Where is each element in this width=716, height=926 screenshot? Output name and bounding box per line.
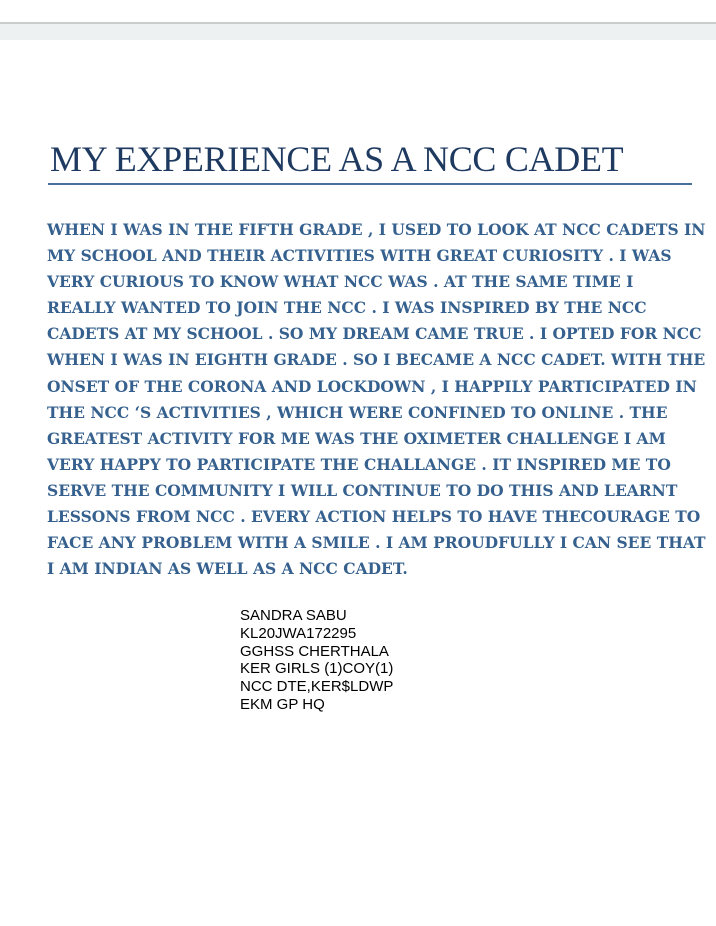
page-top-edge	[0, 22, 716, 40]
essay-line: WHEN I WAS IN EIGHTH GRADE . SO I BECAME A NCC CADET. WITH THE	[47, 350, 706, 370]
essay-line: GREATEST ACTIVITY FOR ME WAS THE OXIMETER CHALLENGE I AM	[47, 428, 666, 448]
essay-line: CADETS AT MY SCHOOL . SO MY DREAM CAME TRUE . I OPTED FOR NCC	[47, 324, 702, 344]
essay-line: ONSET OF THE CORONA AND LOCKDOWN , I HAPPILY PARTICIPATED IN	[47, 376, 697, 396]
signature-cadet-number: KL20JWA172295	[240, 624, 357, 642]
signature-block	[240, 607, 393, 714]
essay-line: I AM INDIAN AS WELL AS A NCC CADET.	[47, 559, 408, 579]
essay-line: LESSONS FROM NCC . EVERY ACTION HELPS TO HAVE THECOURAGE TO	[47, 507, 701, 527]
signature-group-hq: EKM GP HQ	[240, 695, 325, 713]
signature-name: SANDRA SABU	[240, 607, 347, 624]
essay-line: THE NCC ‘S ACTIVITIES , WHICH WERE CONFINED TO ONLINE . THE	[47, 402, 668, 422]
essay-line: WHEN I WAS IN THE FIFTH GRADE , I USED TO LOOK AT NCC CADETS IN	[47, 220, 706, 239]
essay-line: VERY HAPPY TO PARTICIPATE THE CHALLANGE . IT INSPIRED ME TO	[47, 454, 671, 474]
essay-body	[47, 217, 706, 582]
document-title: MY EXPERIENCE AS A NCC CADET	[50, 139, 624, 179]
title-underline	[48, 183, 692, 185]
essay-line: SERVE THE COMMUNITY I WILL CONTINUE TO DO THIS AND LEARNT	[47, 480, 678, 500]
signature-directorate: NCC DTE,KER$LDWP	[240, 678, 394, 696]
signature-school: GGHSS CHERTHALA	[240, 642, 389, 660]
essay-line: FACE ANY PROBLEM WITH A SMILE . I AM PROUDFULLY I CAN SEE THAT	[47, 533, 706, 553]
essay-line: REALLY WANTED TO JOIN THE NCC . I WAS INSPIRED BY THE NCC	[47, 298, 647, 318]
essay-line: VERY CURIOUS TO KNOW WHAT NCC WAS . AT THE SAME TIME I	[47, 272, 634, 292]
signature-unit: KER GIRLS (1)COY(1)	[240, 660, 394, 678]
essay-line: MY SCHOOL AND THEIR ACTIVITIES WITH GREAT CURIOSITY . I WAS	[47, 246, 672, 266]
